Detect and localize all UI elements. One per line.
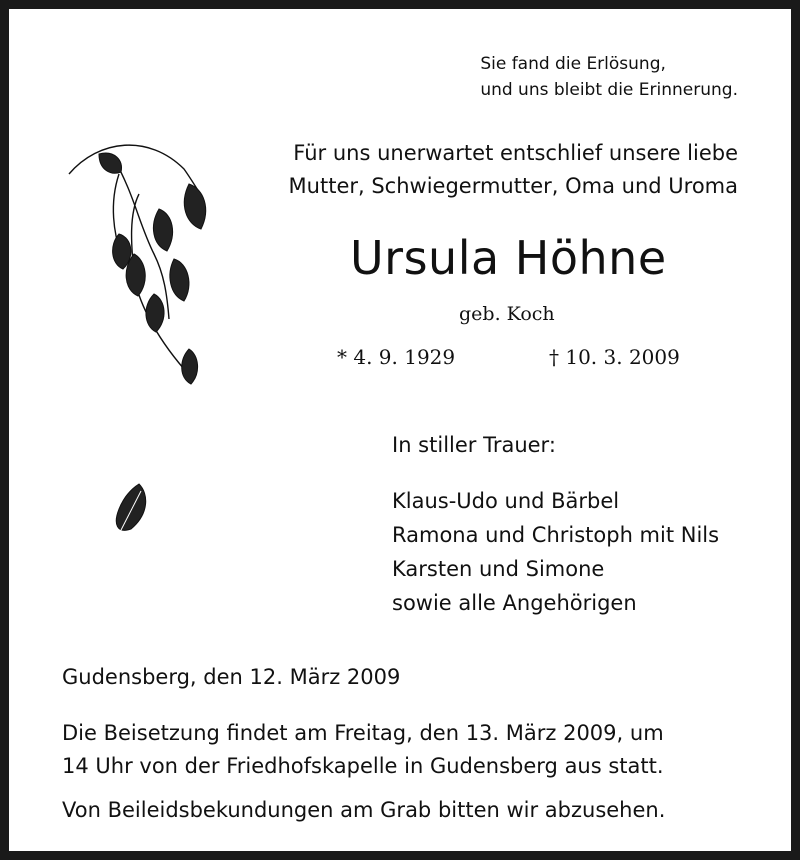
burial-line: Die Beisetzung findet am Freitag, den 13. März 2009, um	[62, 721, 664, 745]
mourner-line: sowie alle Angehörigen	[392, 591, 637, 615]
mourner-line: Karsten und Simone	[392, 557, 605, 581]
mourners-list	[392, 484, 719, 620]
deceased-name: Ursula Höhne	[350, 231, 667, 285]
mourner-line: Ramona und Christoph mit Nils	[392, 523, 720, 547]
condolence-note: Von Beileidsbekundungen am Grab bitten wir abzusehen.	[62, 798, 666, 822]
mourner-line: Klaus-Udo und Bärbel	[392, 489, 620, 513]
motto	[480, 51, 738, 103]
place-date: Gudensberg, den 12. März 2009	[62, 665, 401, 689]
motto-line: Sie fand die Erlösung,	[480, 54, 666, 74]
intro-line: Für uns unerwartet entschlief unsere liebe	[293, 141, 738, 165]
burial-line: 14 Uhr von der Friedhofskapelle in Gudensberg aus statt.	[62, 754, 664, 778]
motto-line: und uns bleibt die Erinnerung.	[480, 80, 738, 100]
mourning-heading: In stiller Trauer:	[392, 433, 556, 457]
birth-date: * 4. 9. 1929	[337, 345, 456, 369]
falling-leaf-illustration	[109, 479, 154, 544]
intro-text	[289, 137, 738, 203]
birch-branch-illustration	[59, 134, 229, 404]
intro-line: Mutter, Schwiegermutter, Oma und Uroma	[288, 174, 738, 198]
maiden-name: geb. Koch	[459, 303, 555, 325]
burial-info	[62, 717, 664, 783]
death-date: † 10. 3. 2009	[549, 345, 680, 369]
